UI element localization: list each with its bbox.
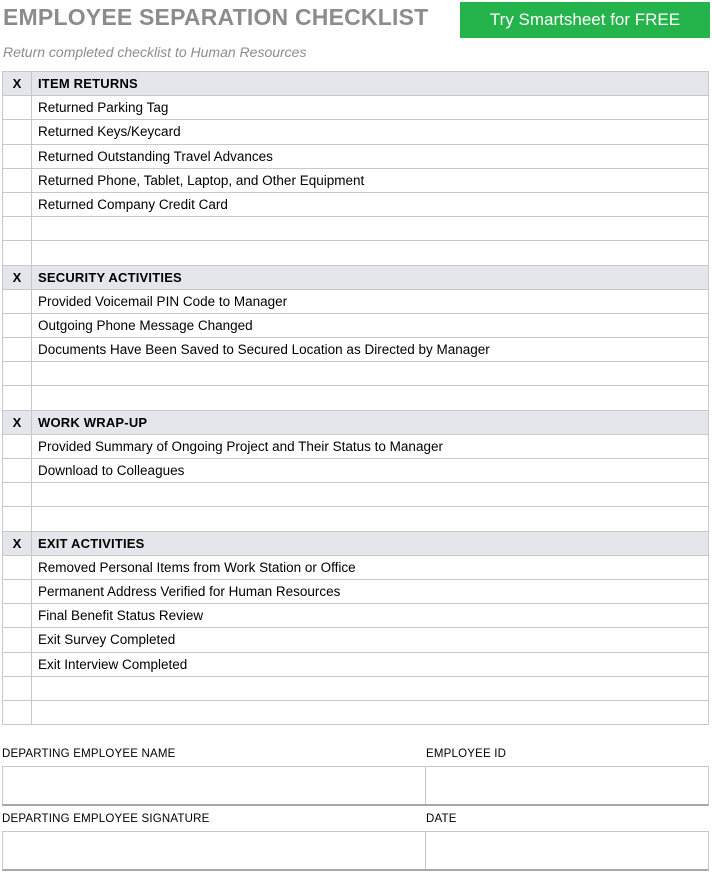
- section-header: [3, 72, 709, 96]
- checklist-item[interactable]: Exit Survey Completed: [32, 628, 709, 652]
- employee-signature-label: DEPARTING EMPLOYEE SIGNATURE: [2, 813, 210, 825]
- checklist-item[interactable]: [32, 217, 709, 241]
- checklist-row: [3, 483, 709, 507]
- check-cell[interactable]: [3, 483, 32, 507]
- section-title: SECURITY ACTIVITIES: [32, 265, 709, 289]
- checklist-item[interactable]: [32, 676, 709, 700]
- checklist-item[interactable]: Returned Keys/Keycard: [32, 120, 709, 144]
- checklist-row: [3, 507, 709, 531]
- checklist-row: [3, 120, 709, 144]
- checklist-item[interactable]: Download to Colleagues: [32, 459, 709, 483]
- checklist-item[interactable]: [32, 386, 709, 410]
- checklist-item[interactable]: Returned Phone, Tablet, Laptop, and Other Equipment: [32, 168, 709, 192]
- checklist-item[interactable]: Outgoing Phone Message Changed: [32, 313, 709, 337]
- checklist-row: [3, 652, 709, 676]
- checklist-item[interactable]: [32, 483, 709, 507]
- checklist-row: [3, 362, 709, 386]
- page-title: EMPLOYEE SEPARATION CHECKLIST: [3, 4, 429, 30]
- header: [0, 0, 712, 70]
- checklist-row: [3, 434, 709, 458]
- checklist-item[interactable]: Provided Voicemail PIN Code to Manager: [32, 289, 709, 313]
- section-title: ITEM RETURNS: [32, 72, 709, 96]
- checklist-row: [3, 604, 709, 628]
- checklist-item[interactable]: Permanent Address Verified for Human Resources: [32, 579, 709, 603]
- check-cell[interactable]: [3, 579, 32, 603]
- employee-id-label: EMPLOYEE ID: [426, 748, 507, 760]
- employee-id-field[interactable]: [426, 767, 708, 804]
- check-cell[interactable]: [3, 700, 32, 724]
- check-cell[interactable]: [3, 507, 32, 531]
- check-cell[interactable]: [3, 241, 32, 265]
- checklist-item[interactable]: Returned Company Credit Card: [32, 192, 709, 216]
- checklist-row: [3, 289, 709, 313]
- checklist-table: [2, 71, 709, 725]
- checklist-item[interactable]: Removed Personal Items from Work Station or Office: [32, 555, 709, 579]
- signoff-signature-row: [2, 813, 709, 871]
- employee-name-label: DEPARTING EMPLOYEE NAME: [2, 748, 176, 760]
- check-cell[interactable]: [3, 289, 32, 313]
- check-cell[interactable]: [3, 555, 32, 579]
- employee-name-field[interactable]: [3, 767, 426, 804]
- signoff-name-row: [2, 748, 709, 806]
- try-smartsheet-button[interactable]: Try Smartsheet for FREE: [460, 2, 710, 38]
- checklist-item[interactable]: [32, 507, 709, 531]
- section-header: [3, 265, 709, 289]
- checklist-row: [3, 386, 709, 410]
- date-field[interactable]: [426, 832, 708, 869]
- section-mark: X: [3, 72, 32, 96]
- check-cell[interactable]: [3, 120, 32, 144]
- section-header: [3, 531, 709, 555]
- checklist-item[interactable]: Final Benefit Status Review: [32, 604, 709, 628]
- section-title: EXIT ACTIVITIES: [32, 531, 709, 555]
- checklist-row: [3, 313, 709, 337]
- check-cell[interactable]: [3, 676, 32, 700]
- check-cell[interactable]: [3, 168, 32, 192]
- checklist-item[interactable]: Provided Summary of Ongoing Project and Their Status to Manager: [32, 434, 709, 458]
- checklist-row: [3, 700, 709, 724]
- checklist-row: [3, 676, 709, 700]
- check-cell[interactable]: [3, 459, 32, 483]
- checklist-item[interactable]: Documents Have Been Saved to Secured Location as Directed by Manager: [32, 338, 709, 362]
- checklist-row: [3, 338, 709, 362]
- checklist-row: [3, 579, 709, 603]
- section-mark: X: [3, 410, 32, 434]
- checklist-row: [3, 459, 709, 483]
- check-cell[interactable]: [3, 192, 32, 216]
- checklist-row: [3, 217, 709, 241]
- checklist-row: [3, 628, 709, 652]
- date-label: DATE: [426, 813, 457, 825]
- check-cell[interactable]: [3, 217, 32, 241]
- checklist-row: [3, 96, 709, 120]
- checklist-row: [3, 192, 709, 216]
- check-cell[interactable]: [3, 604, 32, 628]
- section-header: [3, 410, 709, 434]
- checklist-row: [3, 144, 709, 168]
- checklist-item[interactable]: Returned Parking Tag: [32, 96, 709, 120]
- check-cell[interactable]: [3, 96, 32, 120]
- check-cell[interactable]: [3, 652, 32, 676]
- check-cell[interactable]: [3, 386, 32, 410]
- page-subtitle: Return completed checklist to Human Resources: [3, 44, 307, 60]
- checklist-row: [3, 241, 709, 265]
- checklist-item[interactable]: [32, 362, 709, 386]
- check-cell[interactable]: [3, 338, 32, 362]
- section-title: WORK WRAP-UP: [32, 410, 709, 434]
- checklist-item[interactable]: [32, 700, 709, 724]
- checklist-item[interactable]: Exit Interview Completed: [32, 652, 709, 676]
- checklist-item[interactable]: [32, 241, 709, 265]
- check-cell[interactable]: [3, 362, 32, 386]
- section-mark: X: [3, 265, 32, 289]
- checklist-item[interactable]: Returned Outstanding Travel Advances: [32, 144, 709, 168]
- check-cell[interactable]: [3, 313, 32, 337]
- section-mark: X: [3, 531, 32, 555]
- employee-signature-field[interactable]: [3, 832, 426, 869]
- checklist-row: [3, 168, 709, 192]
- checklist-row: [3, 555, 709, 579]
- check-cell[interactable]: [3, 144, 32, 168]
- check-cell[interactable]: [3, 434, 32, 458]
- check-cell[interactable]: [3, 628, 32, 652]
